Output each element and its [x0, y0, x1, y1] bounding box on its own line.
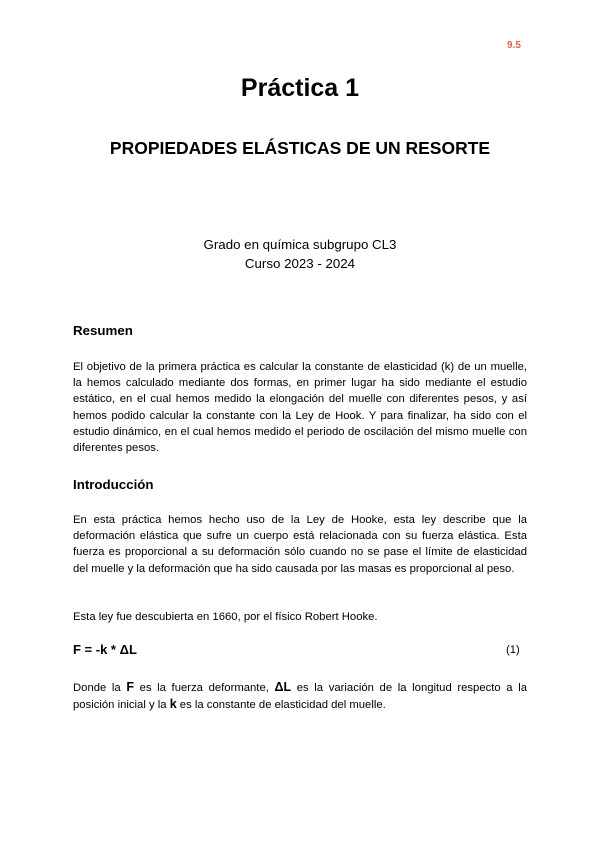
- p3-symbol-f: F: [126, 680, 134, 694]
- abstract-heading: Resumen: [73, 323, 133, 338]
- p3-text-a: Donde la: [73, 682, 127, 694]
- document-subtitle: PROPIEDADES ELÁSTICAS DE UN RESORTE: [109, 138, 491, 158]
- page-title: Práctica 1: [240, 74, 360, 102]
- intro-paragraph-3: [73, 679, 527, 713]
- group-line: Grado en química subgrupo CL3: [203, 237, 397, 252]
- p3-symbol-dl: ΔL: [274, 680, 292, 694]
- intro-heading: Introducción: [73, 477, 154, 492]
- course-line: Curso 2023 - 2024: [244, 256, 356, 271]
- intro-paragraph-1: En esta práctica hemos hecho uso de la Ley de Hooke, esta ley describe que la deformación elástica que sufre un cuerpo está relacionada con su fuerza elástica. Esta fuerza es proporcional a su deformación sólo cuando no se pase el límite de elasticidad del muelle y la deformación que ha sido causada por las masas es proporcional al peso.: [73, 514, 527, 575]
- p3-text-d: es la constante de elasticidad del muelle.: [176, 699, 386, 712]
- grade-mark: 9.5: [507, 40, 521, 51]
- p3-text-b: es la fuerza deformante,: [133, 682, 275, 694]
- p3-symbol-k: k: [169, 697, 177, 712]
- p3-text-c: es la variación de la longitud respecto a la posición inicial y la: [73, 682, 527, 712]
- equation-number: (1): [506, 644, 520, 656]
- hooke-formula: F = -k * ΔL: [73, 642, 137, 657]
- intro-paragraph-2: Esta ley fue descubierta en 1660, por el físico Robert Hooke.: [73, 611, 378, 623]
- course-info: [0, 235, 600, 273]
- abstract-text: El objetivo de la primera práctica es calcular la constante de elasticidad (k) de un muelle, la hemos calculado mediante dos formas, en primer lugar ha sido mediante el estudio estático, en el cual hemos medido la elongación del muelle con diferentes pesos, y así hemos podido calcular la constante con la Ley de Hook. Y para finalizar, ha sido con el estudio dinámico, en el cual hemos medido el periodo de oscilación del mismo muelle con diferentes pesos.: [73, 361, 527, 455]
